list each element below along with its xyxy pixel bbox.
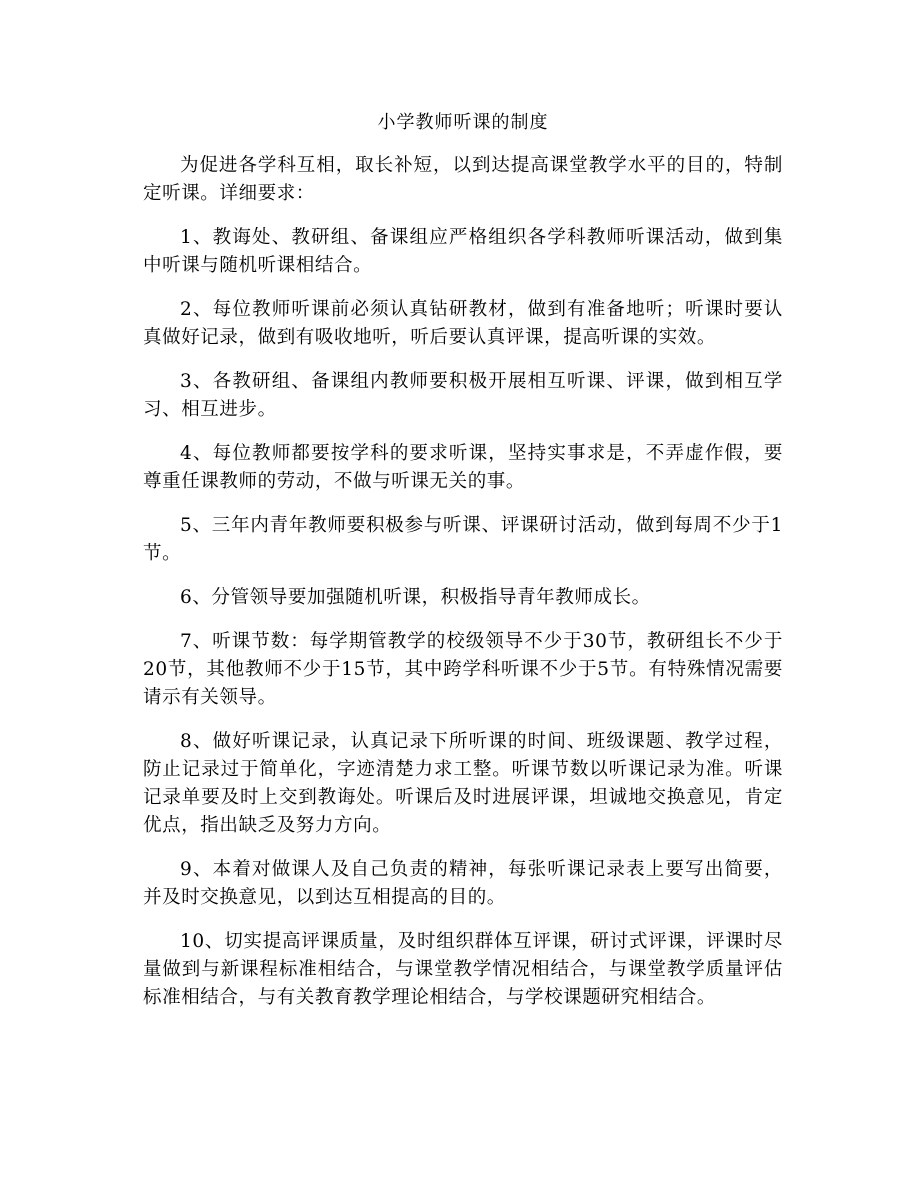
paragraph-item-4: 4、每位教师都要按学科的要求听课，坚持实事求是，不弄虚作假，要尊重任课教师的劳动，不做与听课无关的事。 [143, 443, 783, 492]
paragraph-item-7: 7、听课节数：每学期管教学的校级领导不少于30节，教研组长不少于20节，其他教师不少于15节，其中跨学科听课不少于5节。有特殊情况需要请示有关领导。 [143, 631, 783, 708]
paragraph-item-9: 9、本着对做课人及自己负责的精神，每张听课记录表上要写出简要，并及时交换意见，以到达互相提高的目的。 [143, 859, 783, 908]
paragraph-item-3: 3、各教研组、备课组内教师要积极开展相互听课、评课，做到相互学习、相互进步。 [143, 371, 783, 420]
paragraph-item-6: 6、分管领导要加强随机听课，积极指导青年教师成长。 [180, 587, 651, 608]
paragraph-item-10: 10、切实提高评课质量，及时组织群体互评课，研讨式评课，评课时尽量做到与新课程标准相结合，与课堂教学情况相结合，与课堂教学质量评估标准相结合，与有关教育教学理论相结合，与学校课题研究相结合。 [143, 931, 783, 1008]
document-title: 小学教师听课的制度 [377, 112, 549, 133]
paragraph-item-8: 8、做好听课记录，认真记录下所听课的时间、班级课题、教学过程，防止记录过于简单化，字迹清楚力求工整。听课节数以听课记录为准。听课记录单要及时上交到教诲处。听课后及时进展评课，坦诚地交换意见，肯定优点，指出缺乏及努力方向。 [143, 731, 783, 836]
paragraph-item-5: 5、三年内青年教师要积极参与听课、评课研讨活动，做到每周不少于1节。 [143, 515, 783, 564]
paragraph-item-2: 2、每位教师听课前必须认真钻研教材，做到有准备地听；听课时要认真做好记录，做到有吸收地听，听后要认真评课，提高听课的实效。 [143, 299, 783, 348]
document-page [143, 100, 783, 1028]
paragraph-intro: 为促进各学科互相，取长补短，以到达提高课堂教学水平的目的，特制定听课。详细要求： [143, 155, 783, 204]
paragraph-item-1: 1、教诲处、教研组、备课组应严格组织各学科教师听课活动，做到集中听课与随机听课相结合。 [143, 227, 783, 276]
